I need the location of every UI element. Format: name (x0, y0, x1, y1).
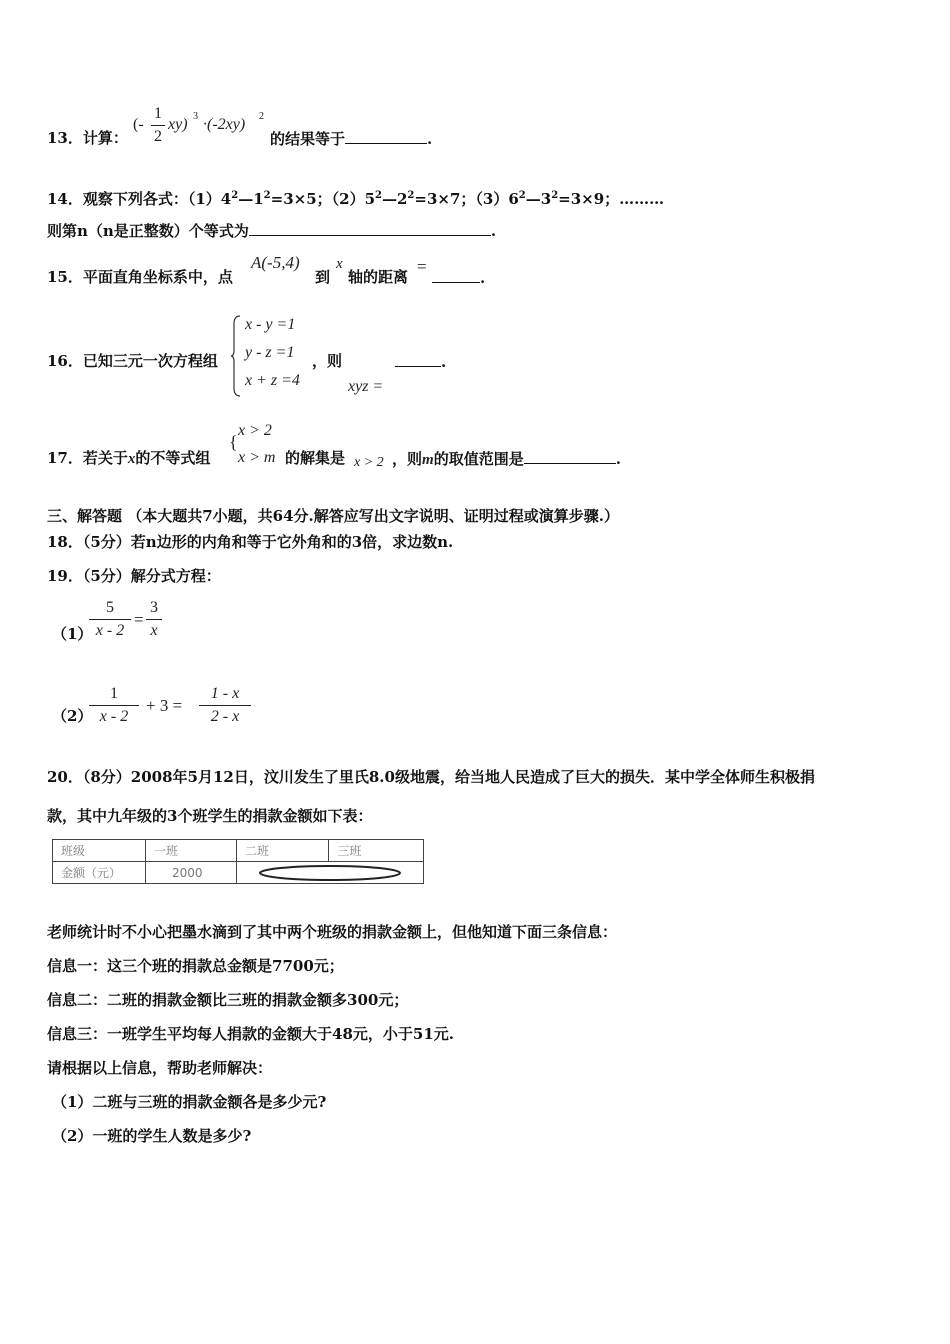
q13-tail (270, 129, 432, 148)
q17-var: x (127, 451, 136, 467)
q19-p1-right-frac (146, 598, 162, 641)
table-cell: 班级 (53, 840, 146, 862)
q15-tail: 轴的距离 (348, 268, 409, 286)
q13-expr-open: (- (133, 116, 144, 133)
q17-brace: { (229, 432, 238, 452)
q16-then: ，则 (312, 352, 343, 370)
q19-p2-ln: 1 (110, 685, 118, 702)
ink-blot-icon (245, 863, 415, 883)
q14-part: =3×7；（3）6 (414, 190, 519, 208)
q19-p2-label: （2） (52, 707, 93, 725)
q14-part: —2 (381, 190, 408, 208)
q13-exp2: 2 (259, 111, 264, 122)
q14-line1 (47, 187, 664, 208)
q16-brace (230, 314, 242, 398)
q17-mid: 的不等式组 (135, 449, 211, 467)
donation-table (52, 839, 424, 884)
table-row (53, 840, 424, 862)
q17-ineq1: x > 2 (238, 422, 272, 439)
q16-answer (395, 352, 446, 371)
q16-eq3: x + z =4 (245, 372, 300, 389)
q16-eq1: x - y =1 (245, 316, 296, 333)
q20-info2: 信息二：二班的捐款金额比三班的捐款金额多300元； (47, 991, 409, 1009)
table-cell: 二班 (237, 840, 329, 862)
q17-ineq2: x > m (238, 449, 276, 466)
q19-p2-right-frac (199, 684, 251, 727)
q14-sup: 2 (375, 190, 382, 201)
q20-sub2: （2）一班的学生人数是多少? (52, 1127, 252, 1145)
q15-point: A(-5,4) (251, 253, 300, 272)
q19-p1-ld: x - 2 (95, 622, 125, 639)
q19-p1-left-frac (89, 598, 131, 641)
q17-m: m (422, 452, 434, 468)
q16-end: . (441, 353, 447, 371)
q19-p1-label: （1） (52, 625, 93, 643)
q14-part: =3×9；……… (558, 190, 665, 208)
q14-part: =3×5；（2）5 (270, 190, 376, 208)
q19-p2-lbar (89, 705, 139, 706)
q19-p1-rn: 3 (150, 599, 158, 616)
q14-sup: 2 (231, 190, 239, 201)
q14-part: 14．观察下列各式：（1）4 (47, 190, 232, 208)
q14-part: —3 (525, 190, 552, 208)
q13-frac-den: 2 (154, 128, 162, 145)
q18-text: 18．（5分）若n边形的内角和等于它外角和的3倍，求边数n. (47, 533, 454, 551)
q16-xyz: xyz = (348, 378, 384, 395)
q15-end: . (480, 269, 486, 287)
q20-info1: 信息一：这三个班的捐款总金额是7700元； (47, 957, 344, 975)
q13-frac-num: 1 (154, 105, 162, 122)
ink-blot-cell (237, 862, 424, 884)
q13-tail-text: 的结果等于 (270, 130, 346, 148)
section3-heading: 三、解答题 （本大题共7小题，共64分.解答应写出文字说明、证明过程或演算步骤.） (47, 507, 619, 525)
q14-sup: 2 (407, 190, 415, 201)
q13-answer-blank[interactable] (345, 129, 427, 144)
q14-line2-text: 则第n（n是正整数）个等式为 (47, 222, 249, 240)
q14-line2 (47, 221, 496, 240)
q17-then: ，则 (392, 450, 423, 468)
q14-sup: 2 (518, 190, 526, 201)
q15-answer-blank[interactable] (432, 268, 480, 283)
q19-p2-left-frac (89, 684, 139, 727)
q17-prefix: 17．若关于 (47, 449, 128, 467)
table-cell: 金额（元） (53, 862, 146, 884)
q16-answer-blank[interactable] (395, 352, 441, 367)
q20-line2: 款，其中九年级的3个班学生的捐款金额如下表： (47, 807, 373, 825)
table-cell: 一班 (146, 840, 237, 862)
q17-tail-text: 的取值范围是 (433, 450, 524, 468)
q13-label: 13．计算： (47, 129, 128, 147)
q15-axis: x (336, 256, 343, 272)
q20-info3: 信息三：一班学生平均每人捐款的金额大于48元，小于51元. (47, 1025, 454, 1043)
q19-p2-rbar (199, 705, 251, 706)
q14-end: . (490, 222, 497, 240)
q14-part: —1 (238, 190, 264, 208)
q13-expr-dot: ·(-2xy) (203, 116, 246, 133)
q17-line (47, 449, 210, 468)
q13-frac-bar (151, 125, 165, 126)
q15-mid: 到 (315, 268, 331, 286)
q20-ask: 请根据以上信息，帮助老师解决： (47, 1059, 273, 1077)
q13-exp1: 3 (193, 111, 198, 122)
q17-sol: 的解集是 (285, 449, 346, 467)
table-cell: 2000 (146, 862, 237, 884)
q20-line1: 20．（8分）2008年5月12日，汶川发生了里氏8.0级地震，给当地人民造成了巨大的损失．某中学全体师生积极捐 (47, 768, 815, 786)
q19-p2-rd: 2 - x (210, 708, 240, 725)
table-row (53, 862, 424, 884)
q19-p2-rn: 1 - x (210, 685, 240, 702)
q17-end: . (615, 450, 621, 468)
q19-p2-ld: x - 2 (99, 708, 129, 725)
q13-end: . (427, 130, 433, 148)
q19-p2-mid: + 3 = (146, 696, 183, 715)
q14-sup: 2 (263, 190, 271, 201)
q19-title: 19．（5分）解分式方程： (47, 567, 221, 585)
q19-p1-lbar (89, 619, 131, 620)
q19-p1-rbar (146, 619, 162, 620)
q14-answer-blank[interactable] (249, 221, 491, 236)
q20-sub1: （1）二班与三班的捐款金额各是多少元? (52, 1093, 327, 1111)
q20-note: 老师统计时不小心把墨水滴到了其中两个班级的捐款金额上，但他知道下面三条信息： (47, 923, 618, 941)
table-cell: 三班 (329, 840, 424, 862)
q19-p1-eq: = (134, 610, 144, 629)
q16-eq2: y - z =1 (245, 344, 295, 361)
q19-p1-rd: x (150, 622, 158, 639)
q15-answer (432, 268, 485, 287)
q15-prefix: 15．平面直角坐标系中，点 (47, 268, 233, 286)
q14-sup: 2 (551, 190, 559, 201)
q17-solexpr: x > 2 (354, 455, 384, 470)
q16-prefix: 16．已知三元一次方程组 (47, 352, 218, 370)
q17-answer-blank[interactable] (524, 449, 616, 464)
q15-eq: = (417, 257, 427, 276)
q17-tail (392, 449, 621, 469)
q13-fraction (151, 104, 165, 147)
q13-expr-mid: xy) (168, 116, 188, 133)
q19-p1-ln: 5 (106, 599, 114, 616)
